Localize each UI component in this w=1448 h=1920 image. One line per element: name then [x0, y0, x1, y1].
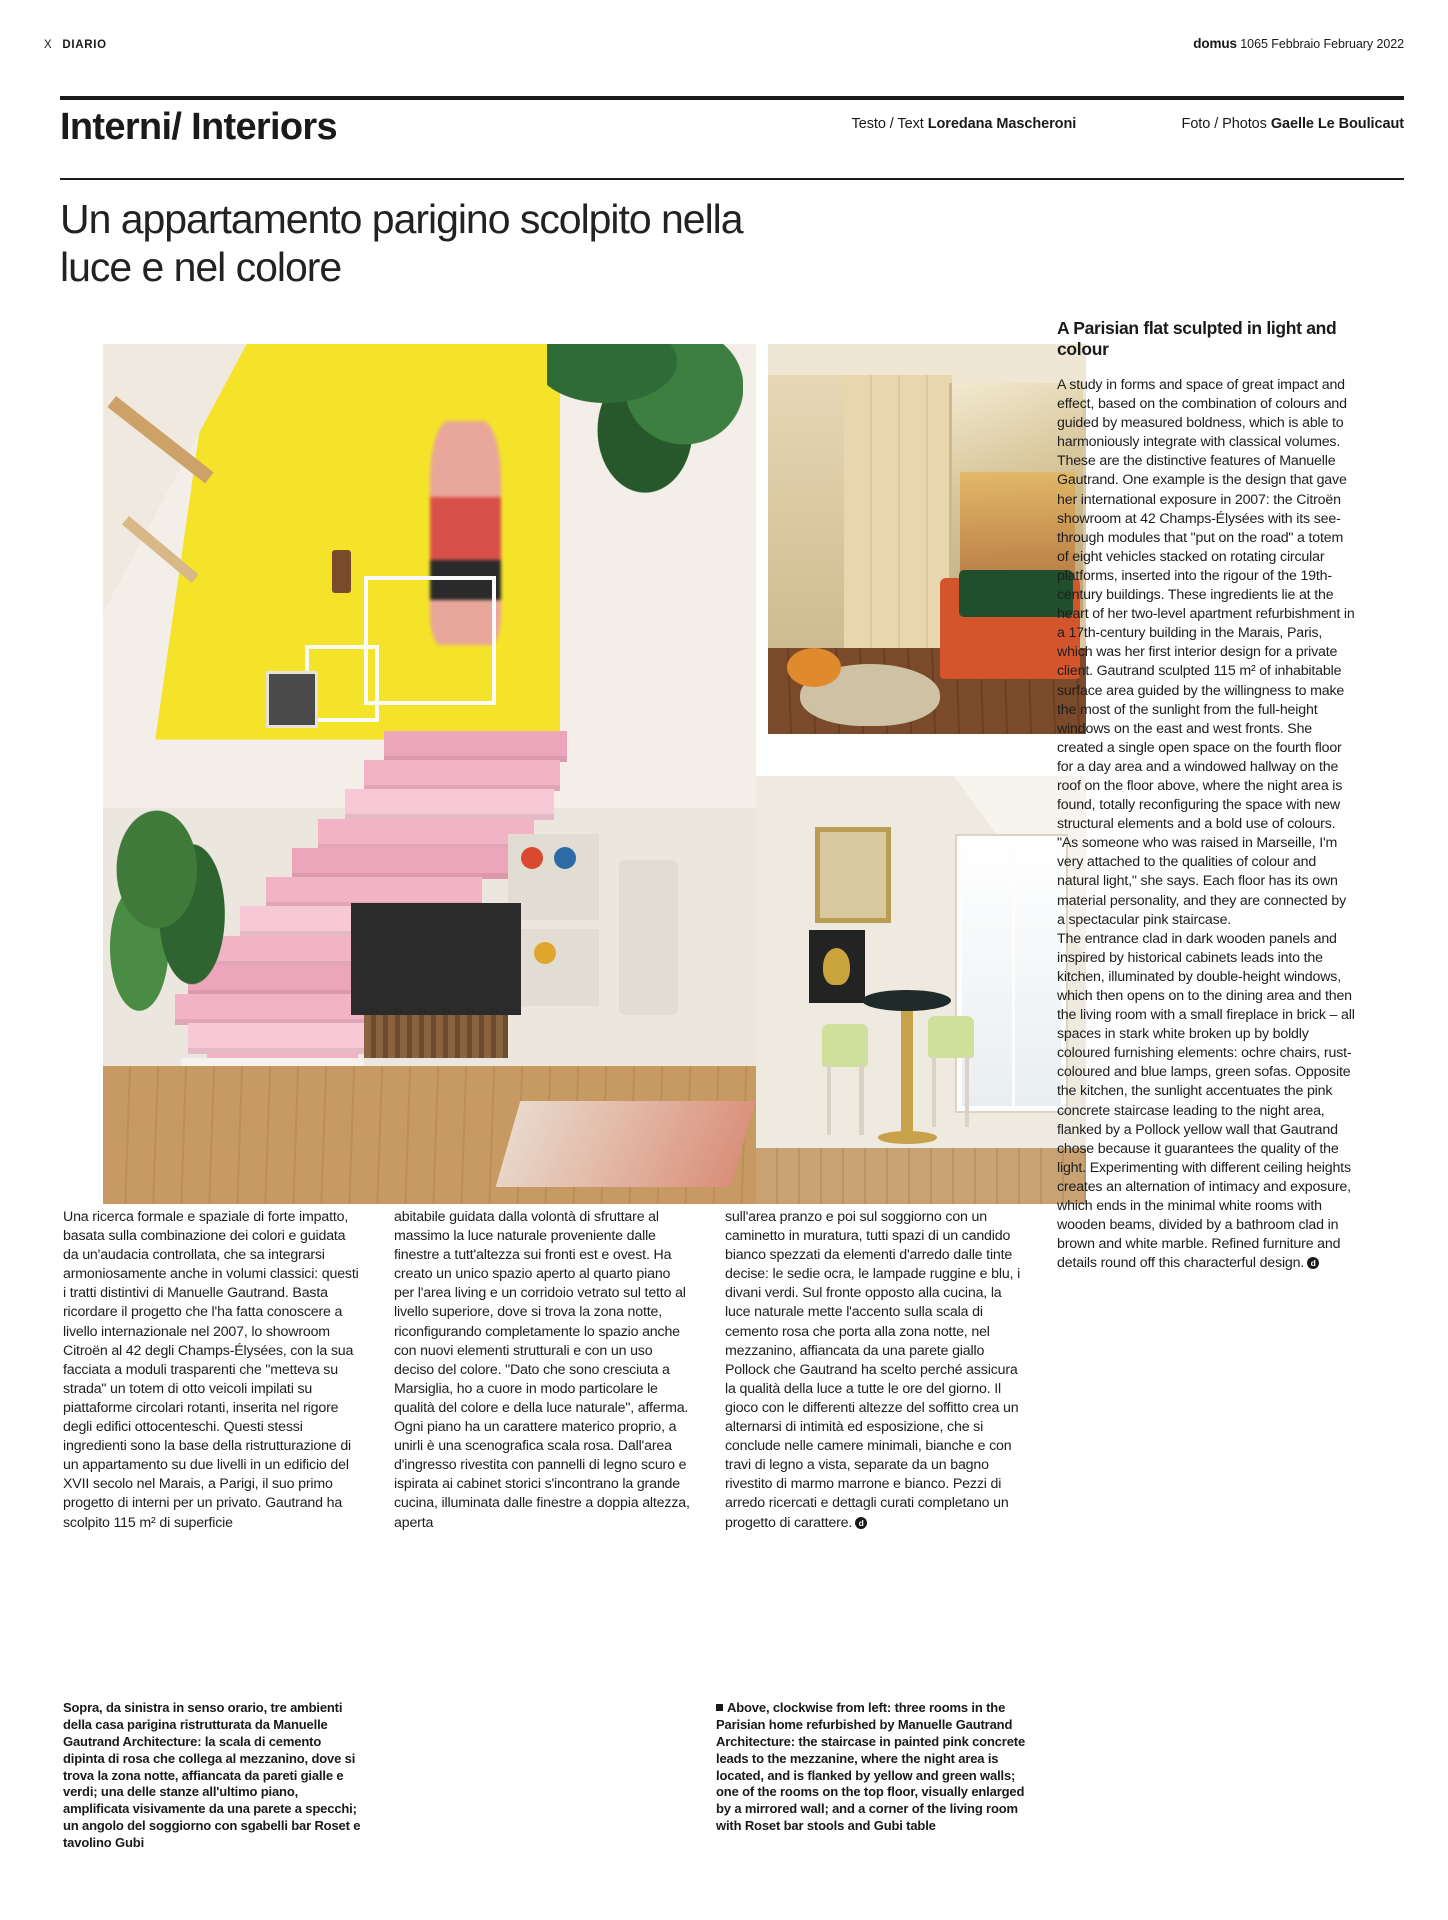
- stair-step: [188, 1023, 364, 1054]
- caption-bullet-icon: [716, 1704, 723, 1711]
- decor-sphere: [534, 942, 556, 964]
- credits: [852, 108, 1404, 132]
- body-text-span: sull'area pranzo e poi sul soggiorno con un caminetto in muratura, tutti spazi di un candido bianco spezzati da elementi d'arredo dalle tinte decise: le sedie ocra, le lampade ruggine e blu, i divani verdi. Sul fronte opposto alla cucina, la luce naturale mette l'accento sulla scala di cemento rosa che porta alla zona notte, nel mezzanino, affiancata da una parete giallo Pollock che Gautrand ha scelto perché assicura la qualità della luce a tutte le ore del giorno. Il gioco con le differenti altezze del soffitto crea un alternarsi di intimità ed esposizione, che si conclude nelle camere minimali, bianche e con travi di legno a vista, separate da un bagno rivestito di marmo marrone e bianco. Pezzi di arredo ricercati e dettagli curati completano un progetto di carattere.: [725, 1209, 1021, 1531]
- photo-credit-label: Foto / Photos: [1181, 116, 1267, 132]
- photo-credit: [1182, 116, 1404, 132]
- wooden-cabinets: [844, 375, 952, 656]
- figure-living-corner: [756, 776, 1086, 1204]
- photo-credit-name: Gaelle Le Boulicaut: [1270, 116, 1404, 132]
- roset-bar-stool: [822, 1024, 868, 1135]
- headline-english: A Parisian flat sculpted in light and colour: [1057, 318, 1337, 359]
- sculpture-object: [332, 550, 352, 593]
- running-head-left: [44, 39, 107, 51]
- firewood-stack: [364, 1015, 508, 1058]
- english-paragraph-3-span: The entrance clad in dark wooden panels and inspired by historical cabinets leads into the kitchen, illuminated by double-height windows, which then opens on to the dining area and then the living room with a small fireplace in brick – all spaces in stark white broken up by boldly coloured furnishing elements: ochre chairs, rust-coloured and blue lamps, green sofas. Opposite the kitchen, the sunlight accentuates the pink concrete staircase leading to the night area, flanked by a Pollock yellow wall that Gautrand chose because it guarantees the quality of the light. Experimenting with different ceiling heights creates an alternation of intimacy and exposure, which ends in the minimal white rooms with wooden beams, divided by a bathroom clad in brown and white marble. Refined furniture and details round off this characterful design.: [1057, 930, 1355, 1272]
- figure-hallway: [768, 344, 1086, 734]
- hallway-photo: [768, 344, 1086, 734]
- issue-info: [1193, 36, 1404, 51]
- hallway-wall: [768, 375, 851, 664]
- wine-rack: [619, 860, 678, 1015]
- gubi-table-stem: [901, 1007, 913, 1135]
- stair-step: [345, 789, 554, 820]
- brand-logo: domus: [1193, 36, 1237, 51]
- orange-pouf: [787, 648, 841, 687]
- decor-sphere: [554, 847, 576, 869]
- staircase-photo: [103, 344, 756, 1204]
- body-column-2: [394, 1208, 691, 1533]
- framed-portrait: [815, 827, 891, 923]
- italian-body-columns: [63, 1208, 1023, 1533]
- figure-staircase: [103, 344, 756, 1204]
- english-paragraph-1: A study in forms and space of great impact and effect, based on the combination of colours and guided by measured boldness, which is able to harmoniously integrate with classical volumes. These are the distinctive features of Manuelle Gautrand. One example is the design that gave her international exposure in 2007: the Citroën showroom at 42 Champs-Élysées with its see-through modules that "put on the road" a totem of eight vehicles stacked on rotating circular platforms, inserted into the rigour of the 19th-century buildings. These ingredients lie at the heart of her two-level apartment refurbishment in a 17th-century building in the Marais, Paris, which was her first interior design for a private client. Gautrand sculpted 115 m² of inhabitable surface area guided by the willingness to make the most of the sunlight from the full-height windows on the east and west fronts. She created a single open space on the fourth floor for a day area and a windowed hallway on the roof on the floor above, where the night area is found, totally reconfiguring the space with new structural elements and a bold use of colours.: [1057, 377, 1355, 833]
- caption-italian-text: Sopra, da sinistra in senso orario, tre ambienti della casa parigina ristrutturata da Manuelle Gautrand Architecture: la scala di cemento dipinta di rosa che collega al mezzanino, dove si trova la zona notte, affiancata da pareti gialle e verdi; una delle stanze all'ultimo piano, amplificata visivamente da una parete a specchi; un angolo del soggiorno con sgabelli bar Roset e tavolino Gubi: [63, 1700, 361, 1851]
- caption-english: [716, 1700, 1026, 1835]
- body-text: Una ricerca formale e spaziale di forte impatto, basata sulla combinazione dei colori e guidata da un'audacia controllata, che sa integrarsi armoniosamente anche in volumi classici: questi i tratti distintivi di Manuelle Gautrand. Basta ricordare il progetto che l'ha fatta conoscere a livello internazionale nel 2007, lo showroom Citroën al 42 degli Champs-Élysées, con la sua facciata a moduli trasparenti che "metteva su strada" un totem di otto veicoli impilati su piattaforme circolari rotanti, inserita nel rigore degli edifici ottocenteschi. Questi stessi ingredienti sono la base della ristrutturazione di un appartamento su due livelli in un edificio del XVII secolo nel Marais, a Parigi, il suo primo progetto di interni per un privato. Gautrand ha scolpito 115 m² di superficie: [63, 1209, 359, 1531]
- shelf-niche: [508, 929, 599, 1006]
- stair-step: [384, 731, 567, 762]
- shelf-niche: [508, 834, 599, 920]
- patterned-rug: [496, 1101, 756, 1187]
- potted-palm: [110, 791, 228, 1015]
- headline-italian: Un appartamento parigino scolpito nella luce e nel colore: [60, 196, 743, 290]
- living-corner-photo: [756, 776, 1086, 1204]
- text-credit: [852, 116, 1182, 132]
- section-label: DIARIO: [62, 39, 107, 51]
- english-sidebar: [1057, 318, 1355, 1273]
- domus-end-mark: d: [855, 1517, 867, 1529]
- running-head: [44, 36, 1404, 54]
- x-mark: X: [44, 39, 53, 51]
- framed-dark-artwork: [809, 930, 865, 1003]
- page-title: Interni/ Interiors: [60, 106, 337, 148]
- text-credit-label: Testo / Text: [851, 116, 924, 132]
- corner-floor: [756, 1148, 1086, 1204]
- body-column-3: [725, 1208, 1022, 1533]
- framed-picture: [266, 671, 318, 729]
- stair-step: [318, 819, 533, 850]
- white-frame-large: [364, 576, 496, 704]
- title-underline-rule: [60, 178, 1404, 180]
- fireplace-opening: [351, 903, 521, 1015]
- body-text: [725, 1208, 1022, 1533]
- stair-step: [364, 760, 560, 791]
- english-paragraph-2: "As someone who was raised in Marseille, I'm very attached to the qualities of colour and natural light," she says. Each floor has its own material personality, and they are connected by a spectacular pink staircase.: [1057, 835, 1347, 928]
- window-mullion: [1012, 841, 1015, 1106]
- caption-english-span: Above, clockwise from left: three rooms in the Parisian home refurbished by Manuelle Gautrand Architecture: the staircase in painted pink concrete leads to the mezzanine, where the night area is located, and is flanked by yellow and green walls; one of the rooms on the top floor, visually enlarged by a mirrored wall; and a corner of the living room with Roset bar stools and Gubi table: [716, 1700, 1026, 1834]
- section-header: [60, 108, 1404, 154]
- text-credit-name: Loredana Mascheroni: [927, 116, 1077, 132]
- stair-step: [292, 848, 507, 879]
- hanging-plant: [547, 344, 743, 499]
- caption-english-text: [716, 1700, 1026, 1835]
- roset-bar-stool: [928, 1016, 974, 1127]
- issue-line: 1065 Febbraio February 2022: [1240, 37, 1404, 51]
- domus-end-mark: d: [1307, 1257, 1319, 1269]
- english-body: [1057, 376, 1355, 1273]
- top-rule: [60, 96, 1404, 100]
- body-text: abitabile guidata dalla volontà di sfruttare al massimo la luce naturale proveniente dalle finestre a tutt'altezza sui fronti est e ovest. Ha creato un unico spazio aperto al quarto piano per l'area living e un corridoio vetrato sul tetto al livello superiore, dove si trova la zona notte, riconfigurando completamente lo spazio anche con nuovi elementi strutturali e con un uso deciso del colore. "Dato che sono cresciuta a Marsiglia, ho a cuore in modo particolare le qualità del colore e della luce naturale", afferma. Ogni piano ha un carattere materico proprio, a unirli è una scenografica scala rosa. Dall'area d'ingresso rivestita con pannelli di legno scuro e ispirata ai cabinet storici s'incontrano la grande cucina, illuminata dalle finestre a doppia altezza, aperta: [394, 1209, 690, 1531]
- caption-italian: [63, 1700, 363, 1852]
- english-paragraph-3: [1057, 930, 1355, 1274]
- body-column-1: [63, 1208, 360, 1533]
